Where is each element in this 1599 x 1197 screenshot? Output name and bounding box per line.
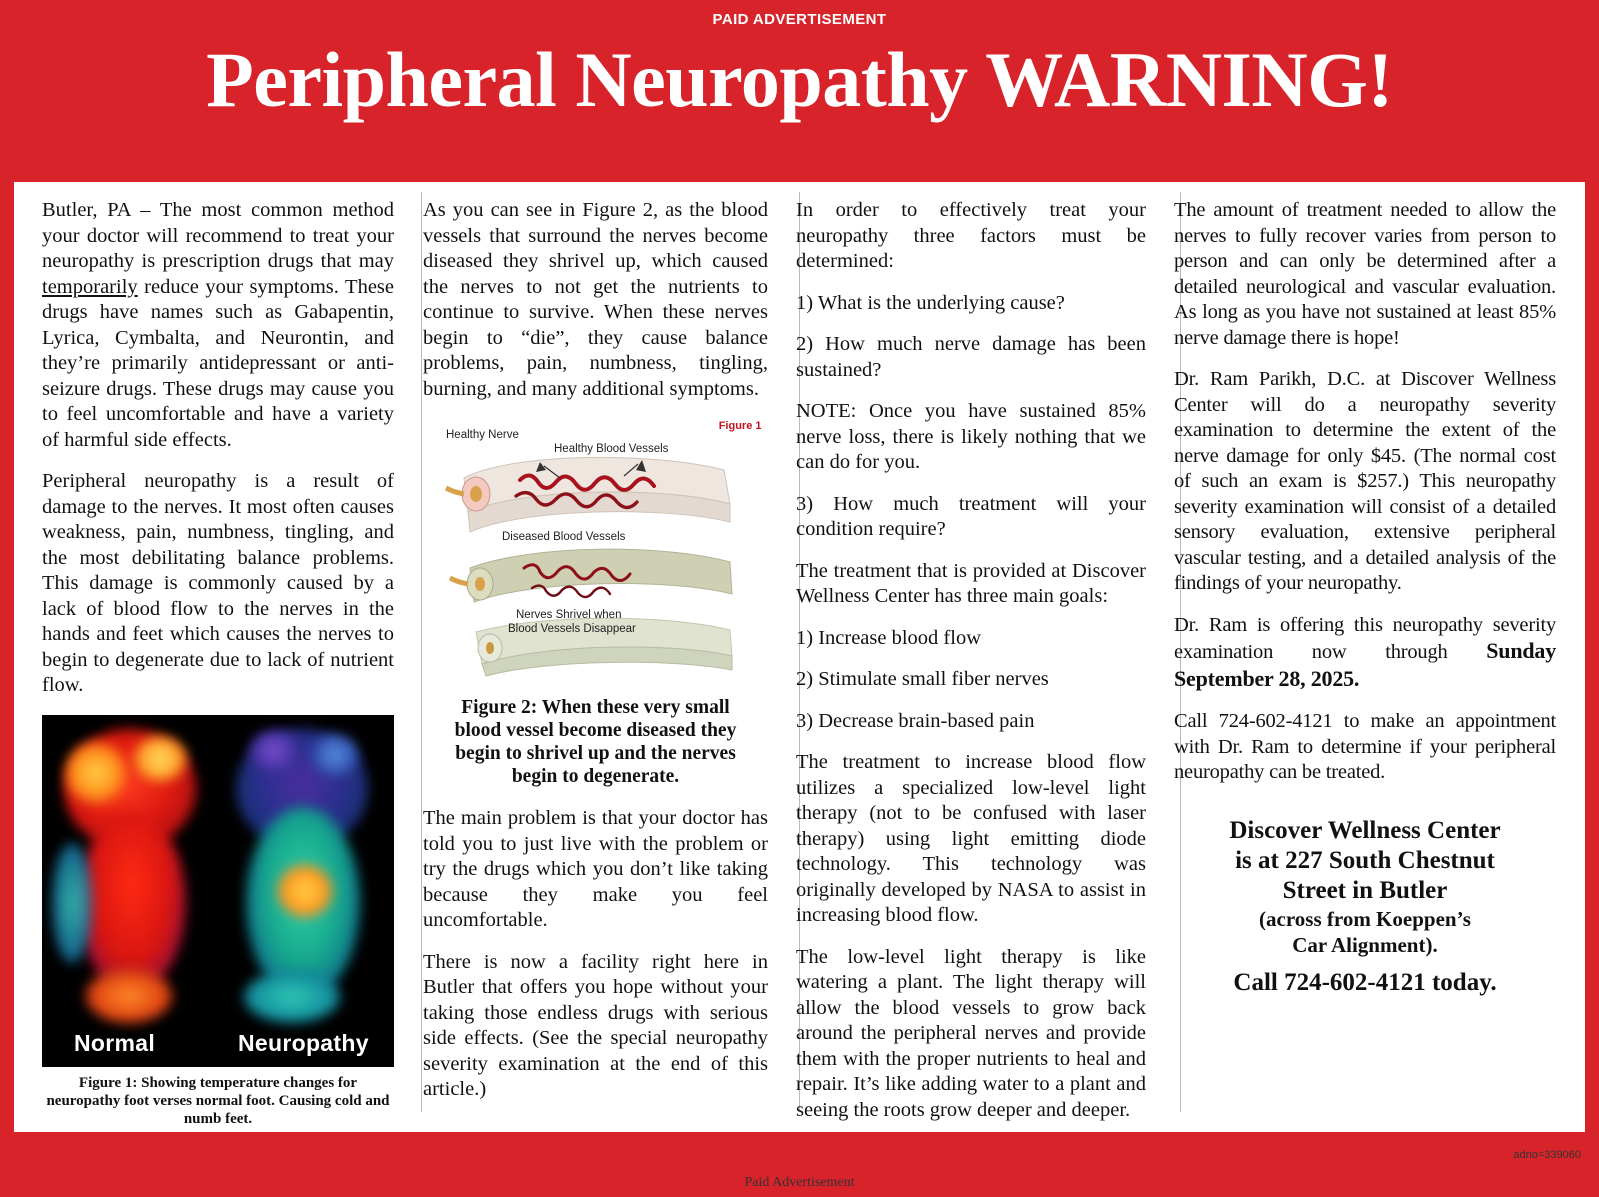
svg-text:Healthy Nerve: Healthy Nerve <box>445 429 519 441</box>
thermal-blob <box>134 737 186 781</box>
factor-1: 1) What is the underlying cause? <box>796 291 1065 314</box>
clinic-name: Discover Wellness Center <box>1229 816 1501 844</box>
paragraph-treatment-amount: The amount of treatment needed to allow the nerves to fully recover varies from person to person and can only be determined after a detailed neurological and vascular evaluation. As long as you have not sustained at least 85% nerve damage there is hope! <box>1174 199 1556 349</box>
clinic-address-line-1: is at 227 South Chestnut <box>1235 846 1495 874</box>
clinic-phone-cta: Call 724-602-4121 today. <box>1233 968 1497 996</box>
paragraph-watering-plant: The low-level light therapy is like watering a plant. The light therapy will allow the blood vessels to grow back around the peripheral nerves and provide them with the proper nutrients to heal and repair. It’s like adding water to a plant and seeing the roots grow deeper and deeper. <box>796 945 1146 1121</box>
note-85-percent: NOTE: Once you have sustained 85% nerve loss, there is likely nothing that we can do for you. <box>796 400 1146 473</box>
thermal-blob <box>250 731 298 771</box>
paragraph-intro-part-b: reduce your symptoms. These drugs have names such as Gabapentin, Lyrica, Cymbalta, and Neurontin, and they’re primarily antidepressant or anti-seizure drugs. These drugs may cause you to feel uncomfortable and have a variety of harmful side effects. <box>42 275 394 451</box>
paragraph-intro-part-a: Butler, PA – The most common method your doctor will recommend to treat your neuropathy is prescription drugs that may <box>42 199 394 272</box>
thermal-blob <box>312 735 358 775</box>
paragraph-intro-underlined: temporarily <box>42 275 138 298</box>
column-3 <box>782 198 1160 1126</box>
svg-text:Healthy Blood Vessels: Healthy Blood Vessels <box>553 443 668 455</box>
offer-text: Dr. Ram is offering this neuropathy severity examination now through <box>1174 613 1556 663</box>
thermal-blob <box>278 865 332 917</box>
clinic-landmark-line-2: Car Alignment). <box>1292 932 1438 957</box>
page-title: Peripheral Neuropathy WARNING! <box>206 36 1393 123</box>
thermal-blob <box>78 813 186 993</box>
paragraph-goals-intro: The treatment that is provided at Discover Wellness Center has three main goals: <box>796 559 1146 607</box>
factor-2: 2) How much nerve damage has been sustained? <box>796 333 1146 381</box>
figure-1-label-neuropathy: Neuropathy <box>238 1029 369 1056</box>
paragraph-figure2-explanation: As you can see in Figure 2, as the blood vessels that surround the nerves become diseased they shrivel up, which caused the nerves to not get the nutrients to continue to survive. When these nerves begin to “die”, they cause balance problems, pain, numbness, tingling, burning, and many additional symptoms. <box>423 199 768 400</box>
clinic-address-block <box>1174 816 1556 998</box>
clinic-landmark-line-1: (across from Koeppen’s <box>1259 906 1471 931</box>
offer-deadline-date: Sunday September 28, 2025. <box>1174 638 1556 691</box>
ad-number: adno=339060 <box>1513 1149 1581 1161</box>
article-body <box>14 182 1585 1132</box>
svg-text:Diseased Blood Vessels: Diseased Blood Vessels <box>501 531 625 543</box>
paragraph-neuropathy-definition: Peripheral neuropathy is a result of damage to the nerves. It most often causes weakness, pain, numbness, tingling, and the most debilitating balance problems. This damage is commonly caused by a lack of blood flow to the nerves in the hands and feet which causes the nerves to begin to degenerate due to lack of nutrient flow. <box>42 470 394 696</box>
paid-advertisement-top-label: PAID ADVERTISEMENT <box>712 11 887 28</box>
figure-2-nerve-diagram <box>424 418 768 686</box>
goal-1: 1) Increase blood flow <box>796 626 982 649</box>
thermal-blob <box>244 971 340 1023</box>
column-4 <box>1160 198 1570 1126</box>
paid-advertisement-bottom-label: Paid Advertisement <box>744 1175 855 1190</box>
paragraph-call-to-action: Call 724-602-4121 to make an appointment with Dr. Ram to determine if your peripheral neuropathy can be treated. <box>1174 710 1556 783</box>
paragraph-led-therapy: The treatment to increase blood flow utilizes a specialized low-level light therapy (not to be confused with laser therapy) using light emitting diode technology. This technology was originally developed by NASA to assist in increasing blood flow. <box>796 751 1146 926</box>
thermal-blob <box>52 843 92 963</box>
figure-2-caption: Figure 2: When these very small blood vessel become diseased they begin to shrivel up and the nerves begin to degenerate. <box>454 697 737 787</box>
clinic-address-line-2: Street in Butler <box>1282 876 1448 904</box>
figure-2-tag: Figure 1 <box>718 420 762 432</box>
columns-container <box>14 182 1585 1132</box>
paragraph-offer-deadline <box>1174 613 1556 694</box>
paragraph-main-problem: The main problem is that your doctor has told you to just live with the problem or try the drugs which you don’t like taking because they make you feel uncomfortable. <box>423 807 768 931</box>
factor-3: 3) How much treatment will your condition require? <box>796 492 1146 540</box>
column-1 <box>28 198 408 1126</box>
paragraph-local-facility: There is now a facility right here in Butler that offers you hope without your taking those endless drugs with serious side effects. (See the special neuropathy severity examination at the end of this article.) <box>423 950 768 1100</box>
thermal-blob <box>66 743 126 803</box>
figure-1-label-normal: Normal <box>74 1029 156 1056</box>
paragraph-intro <box>42 198 394 453</box>
thermal-blob <box>86 969 172 1023</box>
figure-2-illustration <box>424 418 768 680</box>
figure-1-neuropathy-foot <box>220 723 386 1023</box>
figure-1-caption: Figure 1: Showing temperature changes for neuropathy foot verses normal foot. Causing cold and numb feet. <box>46 1074 390 1127</box>
paragraph-three-factors-intro: In order to effectively treat your neuropathy three factors must be determined: <box>796 199 1146 272</box>
column-2 <box>408 198 782 1126</box>
goal-2: 2) Stimulate small fiber nerves <box>796 668 1049 690</box>
goal-3: 3) Decrease brain-based pain <box>796 709 1035 732</box>
svg-text:Nerves Shrivel when: Nerves Shrivel when <box>515 609 621 621</box>
svg-text:Blood Vessels Disappear: Blood Vessels Disappear <box>507 623 636 635</box>
paragraph-doctor-exam-offer: Dr. Ram Parikh, D.C. at Discover Wellness Center will do a neuropathy severity examination to determine the extent of the nerve damage for only $45. (The normal cost of such an exam is $257.) This neuropathy severity examination will consist of a detailed sensory evaluation, extensive peripheral vascular testing, and a detailed analysis of the findings of your neuropathy. <box>1174 368 1556 594</box>
figure-1-baseline <box>42 1063 394 1067</box>
figure-1-normal-foot <box>48 723 214 1023</box>
figure-1-thermogram <box>42 715 394 1067</box>
